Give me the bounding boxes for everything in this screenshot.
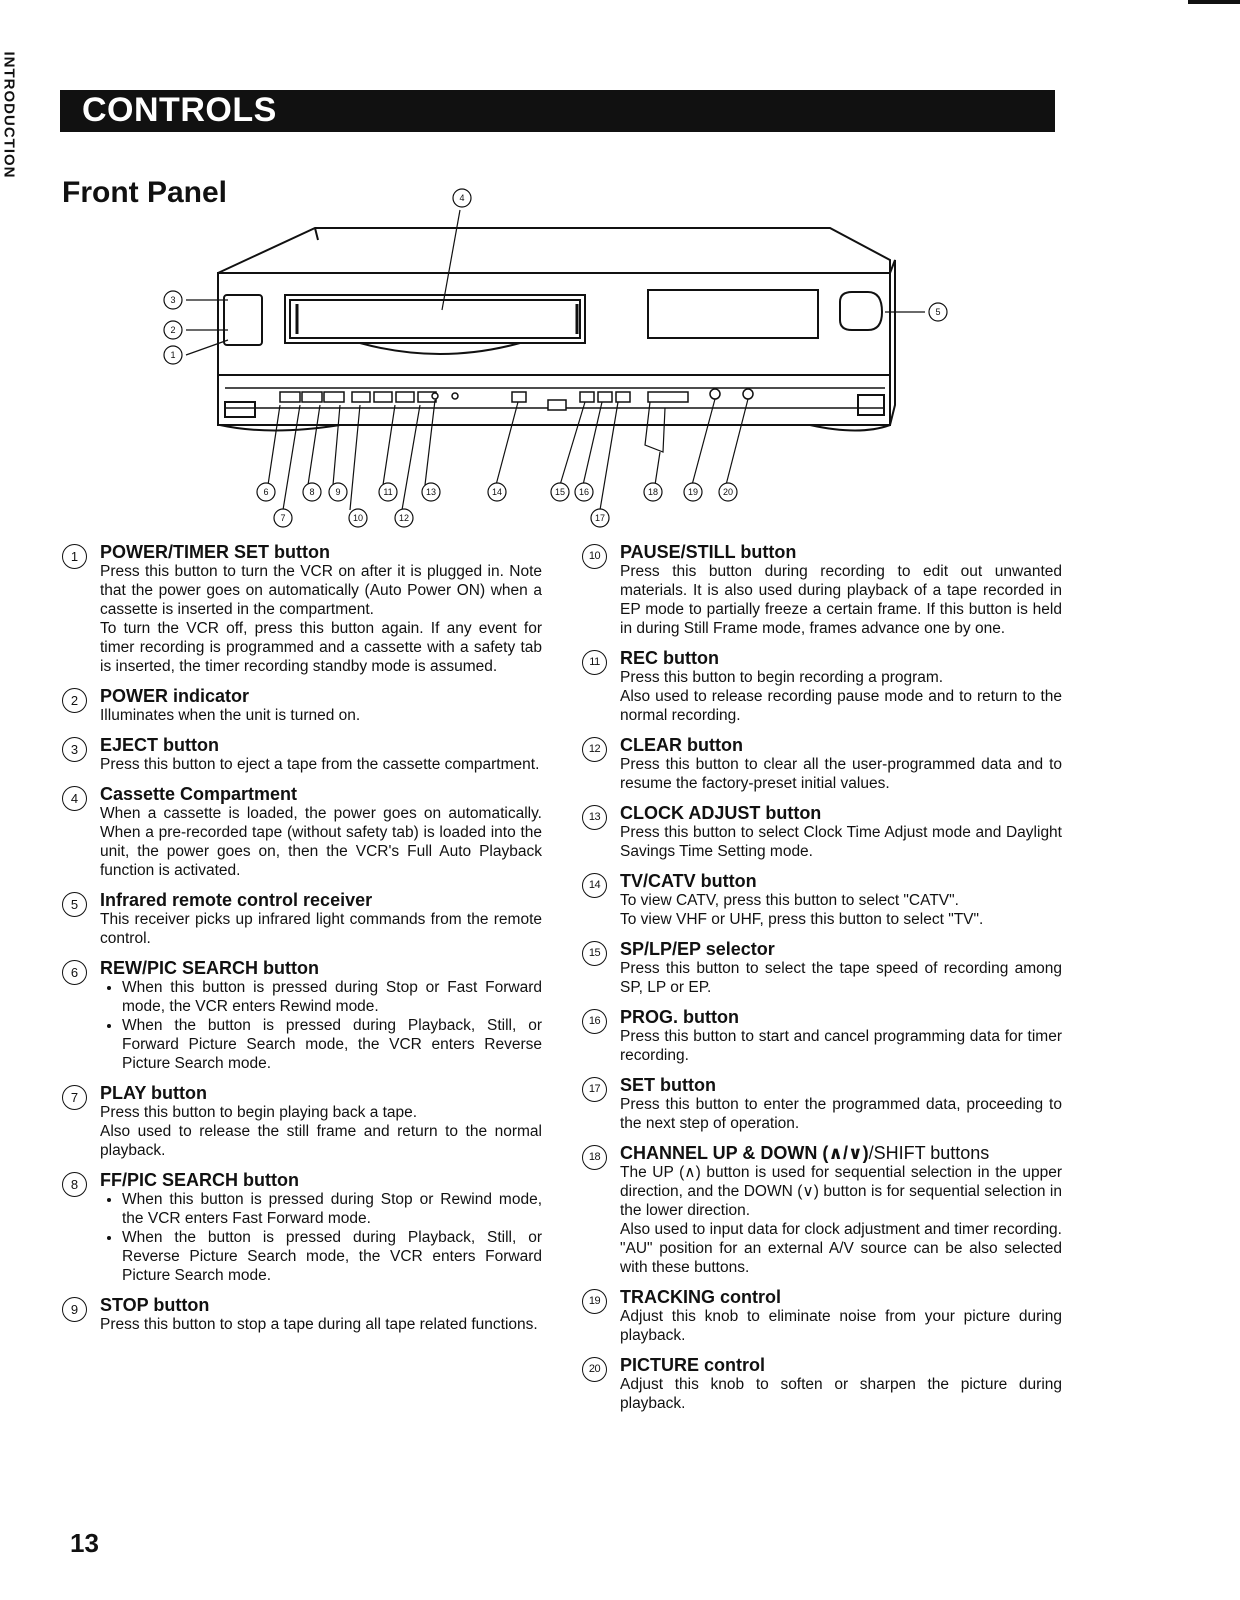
callout-14: 14 — [491, 487, 503, 497]
callout-15: 15 — [554, 487, 566, 497]
vcr-front-panel-diagram — [140, 180, 980, 540]
item-19: 19 TRACKING control Adjust this knob to eliminate noise from your picture during playback. — [582, 1287, 1062, 1345]
item-14: 14 TV/CATV button To view CATV, press this button to select "CATV". To view VHF or UHF, press this button to select "TV". — [582, 871, 1062, 929]
item-6: 6 REW/PIC SEARCH button • When this button is pressed during Stop or Fast Forward mode, the VCR enters Rewind mode. • When the button is pressed during Playback, Still, or Forward Picture Search mode, the VCR enters Reverse Picture Search mode. — [62, 958, 542, 1073]
callout-13: 13 — [425, 487, 437, 497]
item-5: 5 Infrared remote control receiver This receiver picks up infrared light commands from the remote control. — [62, 890, 542, 948]
callout-1: 1 — [170, 350, 176, 360]
callout-17: 17 — [594, 513, 606, 523]
item-1: 1 POWER/TIMER SET button Press this button to turn the VCR on after it is plugged in. Note that the power goes on automatically (Auto Power ON) when a cassette is inserted in the compartment. To turn the VCR off, press this button again. If any event for timer recording is programmed and a cassette with a safety tab is inserted, the timer recording standby mode is assumed. — [62, 542, 542, 676]
callout-10: 10 — [352, 513, 364, 523]
item-16: 16 PROG. button Press this button to start and cancel programming data for timer recording. — [582, 1007, 1062, 1065]
callout-3: 3 — [170, 295, 176, 305]
callout-19: 19 — [687, 487, 699, 497]
callout-6: 6 — [263, 487, 269, 497]
left-column — [62, 542, 542, 1344]
item-18: 18 CHANNEL UP & DOWN (∧/∨)/SHIFT buttons The UP (∧) button is used for sequential selection in the upper direction, and the DOWN (∨) button is for sequential selection in the lower direction. Also used to input data for clock adjustment and timer recording. "AU" position for an external A/V source can be also selected with these buttons. — [582, 1143, 1062, 1277]
item-8: 8 FF/PIC SEARCH button • When this button is pressed during Stop or Rewind mode, the VCR enters Fast Forward mode. • When the button is pressed during Playback, Still, or Reverse Picture Search mode, the VCR enters Forward Picture Search mode. — [62, 1170, 542, 1285]
right-column — [582, 542, 1062, 1423]
item-4: 4 Cassette Compartment When a cassette is loaded, the power goes on automatically. When a pre-recorded tape (without safety tab) is loaded into the unit, the power goes on, then the VCR's Full Auto Playback function is activated. — [62, 784, 542, 880]
item-3: 3 EJECT button Press this button to eject a tape from the cassette compartment. — [62, 735, 542, 774]
item-20: 20 PICTURE control Adjust this knob to soften or sharpen the picture during playback. — [582, 1355, 1062, 1413]
corner-mark — [1188, 0, 1240, 4]
callout-4: 4 — [459, 193, 465, 203]
item-7: 7 PLAY button Press this button to begin playing back a tape. Also used to release the still frame and return to the normal playback. — [62, 1083, 542, 1160]
callout-11: 11 — [383, 487, 393, 497]
callout-18: 18 — [647, 487, 659, 497]
callout-16: 16 — [578, 487, 590, 497]
item-15: 15 SP/LP/EP selector Press this button to select the tape speed of recording among SP, LP or EP. — [582, 939, 1062, 997]
item-9: 9 STOP button Press this button to stop a tape during all tape related functions. — [62, 1295, 542, 1334]
title-bar — [60, 90, 1055, 132]
section-title: Front Panel — [62, 176, 228, 209]
page-title: CONTROLS — [82, 91, 277, 129]
item-11: 11 REC button Press this button to begin recording a program. Also used to release recording pause mode and to return to the normal recording. — [582, 648, 1062, 725]
callout-5: 5 — [935, 307, 941, 317]
item-17: 17 SET button Press this button to enter the programmed data, proceeding to the next step of operation. — [582, 1075, 1062, 1133]
callout-12: 12 — [398, 513, 410, 523]
callout-8: 8 — [309, 487, 315, 497]
callout-20: 20 — [722, 487, 734, 497]
callout-2: 2 — [170, 325, 176, 335]
item-13: 13 CLOCK ADJUST button Press this button to select Clock Time Adjust mode and Daylight Savings Time Setting mode. — [582, 803, 1062, 861]
item-2: 2 POWER indicator Illuminates when the unit is turned on. — [62, 686, 542, 725]
page-number: 13 — [70, 1528, 99, 1558]
item-10: 10 PAUSE/STILL button Press this button during recording to edit out unwanted materials. It is also used during playback of a tape recorded in EP mode to partially freeze a certain frame. If this button is held in during Still Frame mode, frames advance one by one. — [582, 542, 1062, 638]
side-tab: INTRODUCTION — [0, 51, 18, 179]
item-12: 12 CLEAR button Press this button to clear all the user-programmed data and to resume the factory-preset initial values. — [582, 735, 1062, 793]
callout-7: 7 — [280, 513, 286, 523]
callout-9: 9 — [335, 487, 341, 497]
